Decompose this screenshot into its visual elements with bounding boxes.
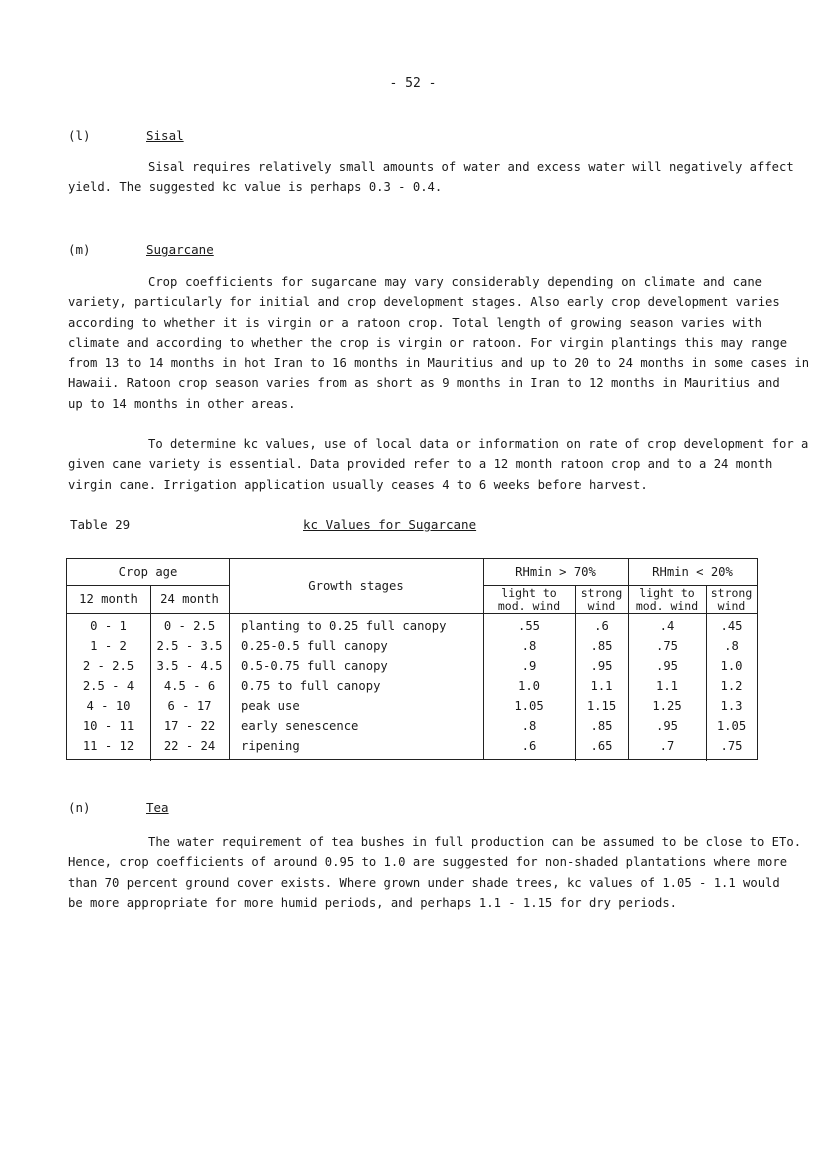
cell-rh-high-strong: .85 [590,639,613,653]
cell-12-month: 4 - 10 [86,699,131,713]
cell-growth-stage: 0.25-0.5 full canopy [241,639,388,653]
page-number: - 52 - [389,76,437,91]
cell-growth-stage: early senescence [241,719,359,733]
cell-24-month: 17 - 22 [163,719,216,733]
tea-paragraph [68,832,802,913]
cell-12-month: 1 - 2 [90,639,127,653]
section-letter-tea: (n) [68,800,91,815]
header-light-wind-high [483,587,575,612]
table-row [67,659,757,679]
cell-rh-low-light: .4 [659,619,675,633]
cell-rh-low-strong: 1.3 [720,699,743,713]
cell-growth-stage: ripening [241,739,300,753]
cell-rh-high-strong: .85 [590,719,613,733]
cell-12-month: 2.5 - 4 [82,679,135,693]
section-letter-sisal: (l) [68,128,91,143]
header-strong-wind-high [575,587,628,612]
cell-rh-low-light: .95 [655,719,678,733]
sisal-paragraph [68,157,794,198]
cell-rh-low-light: 1.25 [652,699,682,713]
cell-rh-low-strong: 1.2 [720,679,743,693]
header-rhmin-low: RHmin < 20% [652,565,733,579]
header-light-wind-low [628,587,706,612]
text-line: up to 14 months in other areas. [68,396,296,411]
cell-12-month: 10 - 11 [82,719,135,733]
text-line: virgin cane. Irrigation application usually ceases 4 to 6 weeks before harvest. [68,477,648,492]
cell-rh-low-light: 1.1 [655,679,678,693]
text-line: than 70 percent ground cover exists. Where grown under shade trees, kc values of 1.05 - 1.1 would [68,875,780,890]
cell-24-month: 6 - 17 [167,699,212,713]
cell-rh-low-strong: .45 [720,619,743,633]
header-line: mod. wind [635,598,699,613]
cell-rh-high-light: .6 [521,739,537,753]
text-line: be more appropriate for more humid periods, and perhaps 1.1 - 1.15 for dry periods. [68,895,678,910]
header-crop-age: Crop age [118,565,178,579]
header-line: light to [501,586,557,600]
header-12-month: 12 month [79,592,138,606]
cell-rh-high-strong: .65 [590,739,613,753]
cell-rh-high-strong: .6 [594,619,609,633]
cell-12-month: 2 - 2.5 [82,659,135,673]
table-row [67,719,757,739]
text-line: Sisal requires relatively small amounts of water and excess water will negatively affect [148,160,794,174]
cell-rh-high-strong: .95 [590,659,613,673]
section-title-tea: Tea [146,800,169,815]
cell-rh-low-strong: 1.0 [720,659,743,673]
text-line: Crop coefficients for sugarcane may vary considerably depending on climate and cane [148,275,762,289]
header-growth-stages: Growth stages [308,579,404,593]
cell-24-month: 2.5 - 3.5 [156,639,223,653]
cell-growth-stage: 0.75 to full canopy [241,679,381,693]
cell-24-month: 4.5 - 6 [163,679,216,693]
cell-rh-low-strong: .8 [724,639,739,653]
header-line: strong [710,586,753,600]
header-rhmin-high: RHmin > 70% [515,565,596,579]
cell-growth-stage: peak use [241,699,300,713]
cell-rh-low-strong: .75 [720,739,743,753]
cell-rh-low-light: .7 [659,739,675,753]
table-title: kc Values for Sugarcane [303,517,477,532]
cell-24-month: 0 - 2.5 [163,619,216,633]
text-line: according to whether it is virgin or a ratoon crop. Total length of growing season varies with [68,315,762,330]
table-row [67,619,757,639]
cell-rh-high-light: .55 [517,619,540,633]
cell-rh-high-light: .8 [521,719,537,733]
text-line: from 13 to 14 months in hot Iran to 16 months in Mauritius and up to 20 to 24 months in some cases in [68,356,810,371]
section-title-sugarcane: Sugarcane [146,242,214,257]
cell-rh-low-light: .95 [655,659,678,673]
text-line: Hence, crop coefficients of around 0.95 to 1.0 are suggested for non-shaded plantations where more [68,855,788,870]
table-label: Table 29 [70,517,131,532]
cell-rh-low-light: .75 [655,639,678,653]
header-line: strong [580,586,623,600]
header-24-month: 24 month [160,592,219,606]
cell-12-month: 11 - 12 [82,739,135,753]
kc-values-table [66,558,758,760]
table-row [67,699,757,719]
header-strong-wind-low [706,587,757,612]
sugarcane-paragraph-2 [68,434,809,495]
table-row [67,739,757,759]
cell-growth-stage: 0.5-0.75 full canopy [241,659,388,673]
cell-rh-low-strong: 1.05 [716,719,747,733]
text-line: Hawaii. Ratoon crop season varies from as short as 9 months in Iran to 12 months in Mauritius and [68,376,780,391]
text-line: To determine kc values, use of local data or information on rate of crop development for a [148,437,809,451]
cell-12-month: 0 - 1 [90,619,127,633]
cell-rh-high-strong: 1.15 [586,699,617,713]
table-row [67,639,757,659]
text-line: yield. The suggested kc value is perhaps 0.3 - 0.4. [68,180,443,195]
header-line: light to [639,586,695,600]
cell-24-month: 3.5 - 4.5 [156,659,223,673]
text-line: given cane variety is essential. Data provided refer to a 12 month ratoon crop and to a 24 month [68,457,773,472]
cell-rh-high-strong: 1.1 [590,679,613,693]
section-title-sisal: Sisal [146,128,184,143]
text-line: The water requirement of tea bushes in full production can be assumed to be close to ETo. [148,835,802,849]
cell-growth-stage: planting to 0.25 full canopy [241,619,447,633]
text-line: climate and according to whether the crop is virgin or ratoon. For virgin plantings this may range [68,335,788,350]
text-line: variety, particularly for initial and crop development stages. Also early crop development varies [68,295,780,310]
sugarcane-paragraph-1 [68,272,810,414]
header-line: wind [717,598,746,613]
header-line: mod. wind [497,598,561,613]
cell-rh-high-light: .8 [521,639,537,653]
cell-24-month: 22 - 24 [163,739,216,753]
cell-rh-high-light: .9 [521,659,537,673]
table-row [67,679,757,699]
section-letter-sugarcane: (m) [68,242,91,257]
header-line: wind [587,598,616,613]
cell-rh-high-light: 1.05 [514,699,544,713]
cell-rh-high-light: 1.0 [517,679,540,693]
